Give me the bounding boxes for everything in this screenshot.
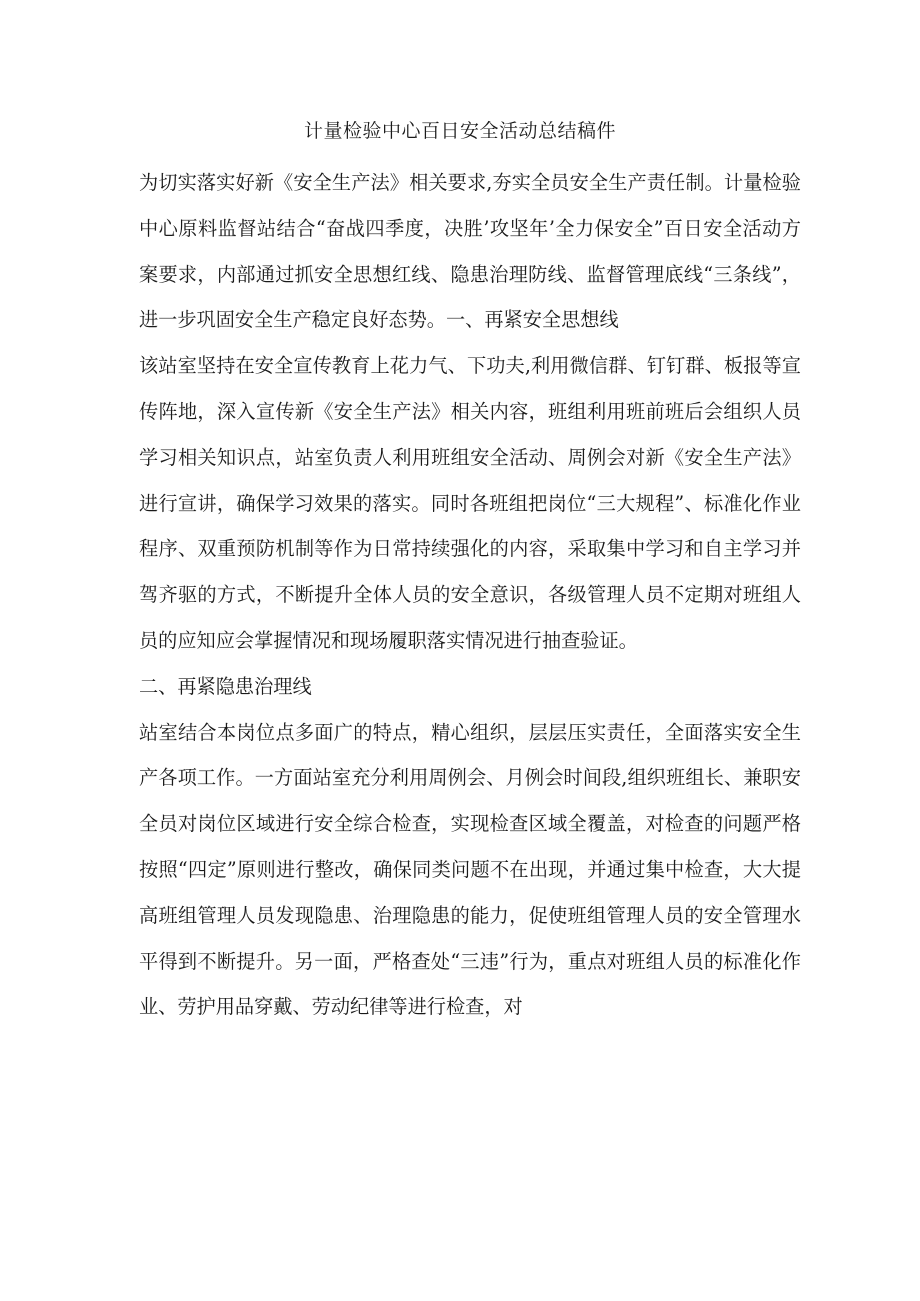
section-heading-hazard: 二、再紧隐患治理线: [139, 674, 312, 698]
paragraph-safety-thought: 该站室坚持在安全宣传教育上花力气、下功夫,利用微信群、钉钉群、板报等宣传阵地，深入宣传新《安全生产法》相关内容，班组利用班前班后会组织人员学习相关知识点，站室负责人利用班组安全活动、周例会对新《安全生产法》进行宣讲，确保学习效果的落实。同时各班组把岗位“三大规程”、标准化作业程序、双重预防机制等作为日常持续强化的内容，采取集中学习和自主学习并驾齐驱的方式，不断提升全体人员的安全意识，各级管理人员不定期对班组人员的应知应会掌握情况和现场履职落实情况进行抽查验证。: [139, 354, 801, 652]
paragraph-intro: 为切实落实好新《安全生产法》相关要求,夯实全员安全生产责任制。计量检验中心原料监督站结合“奋战四季度，决胜’攻坚年’全力保安全”百日安全活动方案要求，内部通过抓安全思想红线、隐患治理防线、监督管理底线“三条线”，进一步巩固安全生产稳定良好态势。一、再紧安全思想线: [139, 171, 801, 332]
document-body: [139, 160, 801, 1030]
document-title: 计量检验中心百日安全活动总结稿件: [303, 120, 616, 142]
paragraph-hazard: 站室结合本岗位点多面广的特点，精心组织，层层压实责任，全面落实安全生产各项工作。一方面站室充分利用周例会、月例会时间段,组织班组长、兼职安全员对岗位区域进行安全综合检查，实现检查区域全覆盖，对检查的问题严格按照“四定”原则进行整改，确保同类问题不在出现，并通过集中检查，大大提高班组管理人员发现隐患、治理隐患的能力，促使班组管理人员的安全管理水平得到不断提升。另一面，严格查处“三违”行为，重点对班组人员的标准化作业、劳护用品穿戴、劳动纪律等进行检查，对: [139, 720, 801, 1019]
